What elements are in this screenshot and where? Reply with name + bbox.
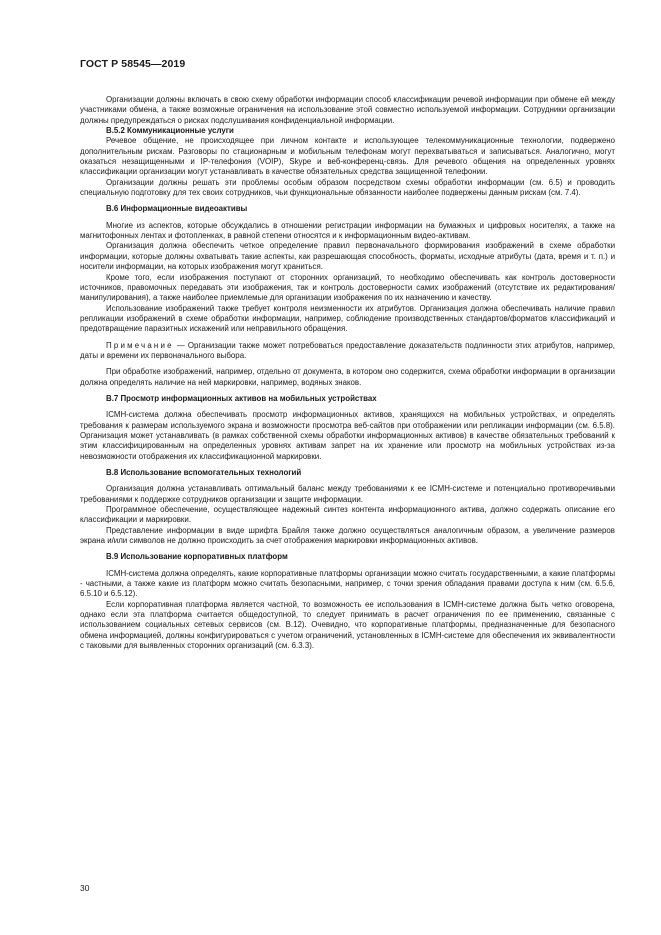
paragraph: При обработке изображений, например, отдельно от документа, в котором оно содержится, схема обработки информации в организации должна определять наличие на ней маркировки, например, водяных знаков. [80,367,615,387]
note [80,341,615,362]
paragraph: Речевое общение, не происходящее при личном контакте и использующее телекоммуникационные технологии, подвержено дополнительным рискам. Разговоры по стационарным и мобильным телефонам могут перехватываться и записываться. Аналогично, могут оказаться незащищенными и IP-телефония (VOIP), Skype и веб-конференц-связь. Для речевого общения на определенных уровнях классификации организации могут устанавливать в качестве обязательных средства защищенной телефонии. [80,136,615,177]
paragraph: Организации должны решать эти проблемы особым образом посредством схемы обработки информации (см. 6.5) и проводить специальную подготовку для тех своих сотрудников, чьи функциональные обязанности наиболее подвержены данным рискам (см. 7.4). [80,177,615,198]
note-text: — Организации также может потребоваться предоставление доказательств подлинности этих атрибутов, например, даты и времени их первоначального выбора. [80,340,615,360]
note-label: Примечание [106,340,174,350]
section-heading: В.8 Использование вспомогательных технологий [106,468,302,477]
section-heading: В.6 Информационные видеоактивы [106,204,248,214]
paragraph: ICMH-система должна определять, какие корпоративные платформы организации можно считать государственными, а какие платформы - частными, а также какие из платформ можно считать безопасными, например, с точки зрения обладания правами доступа к ним (см. 6.5.6, 6.5.10 и 6.5.12). [80,568,615,599]
paragraph: Кроме того, если изображения поступают от сторонних организаций, то необходимо обеспечивать как контроль достоверности источников, правомочных передавать эти изображения, так и контроль достоверности самих изображений (отсутствие их редактирования/манипулирования), а также наиболее приемлемые для организации изображения по их назначению и качеству. [80,272,615,303]
paragraph: Организация должна обеспечить четкое определение правил первоначального формирования изображений в схеме обработки информации, которые должны охватывать такие аспекты, как разрешающая способность, форматы, исходные атрибуты (дата, время и т. п.) и носители информации, на которых изображения могут храниться. [80,241,615,272]
paragraph: Организация должна устанавливать оптимальный баланс между требованиями к ее ICMH-системе и потенциально противоречивыми требованиями к поддержке сотрудников организации и защите информации. [80,484,615,504]
paragraph: ICMH-система должна обеспечивать просмотр информационных активов, хранящихся на мобильных устройствах, и определять требования к размерам используемого экрана и возможности просмотра веб-сайтов при отображении или репликации информации (см. 6.5.8). Организация может устанавливать (в рамках собственной схемы обработки информационных активов) в качестве обязательных требований к этим классифицированным на определенных уровнях активам запрет на их хранение или просмотр на мобильных устройствах из-за невозможности отображения их классификационной маркировки. [80,410,615,461]
page-header-standard: ГОСТ Р 58545—2019 [80,58,186,70]
page-number: 30 [80,883,90,893]
paragraph: Программное обеспечение, осуществляющее надежный синтез контента информационного актива, должно содержать описание его классификации и маркировки. [80,505,615,525]
paragraph: Если корпоративная платформа является частной, то возможность ее использования в ICMH-системе должна быть четко оговорена, однако если эта платформа считается общедоступной, то следует принимать в расчет ограничения по ее применению, связанные с использованием социальных сетевых сервисов (см. В.12). Очевидно, что корпоративные платформы, предназначенные для безопасного обмена информацией, должны конфигурироваться с учетом ограничений, установленных в ICMH-системе для обеспечения их эквивалентности с таковыми для выявленных сторонних организаций (см. 6.3.3). [80,599,615,651]
document-body [80,95,615,652]
paragraph: Многие из аспектов, которые обсуждались в отношении регистрации информации на бумажных и цифровых носителях, а также на магнитофонных лентах и фотопленках, в равной степени относятся и к информационным видео-активам. [80,220,615,241]
paragraph: Организации должны включать в свою схему обработки информации способ классификации речевой информации при обмене ей между участниками обмена, а также возможные ограничения на использование этой совместно используемой информации. Сотрудники организации должны предупреждаться о рисках подслушивания конфиденциальной информации. [80,95,615,125]
section-heading: В.9 Использование корпоративных платформ [106,552,288,562]
paragraph: Представление информации в виде шрифта Брайля также должно осуществляться аналогичным образом, а увеличение размеров экрана и/или символов не должно происходить за счет отображения маркировки информационных активов. [80,525,615,546]
section-heading: В.5.2 Коммуникационные услуги [106,126,234,136]
section-heading: В.7 Просмотр информационных активов на мобильных устройствах [106,393,377,403]
paragraph: Использование изображений также требует контроля неизменности их атрибутов. Организация должна обеспечивать наличие правил репликации изображений в схеме обработки информации, например, соблюдение производственных стандартов/форматов классификаций и предотвращение паразитных искажений или неправильного обращения. [80,303,615,334]
